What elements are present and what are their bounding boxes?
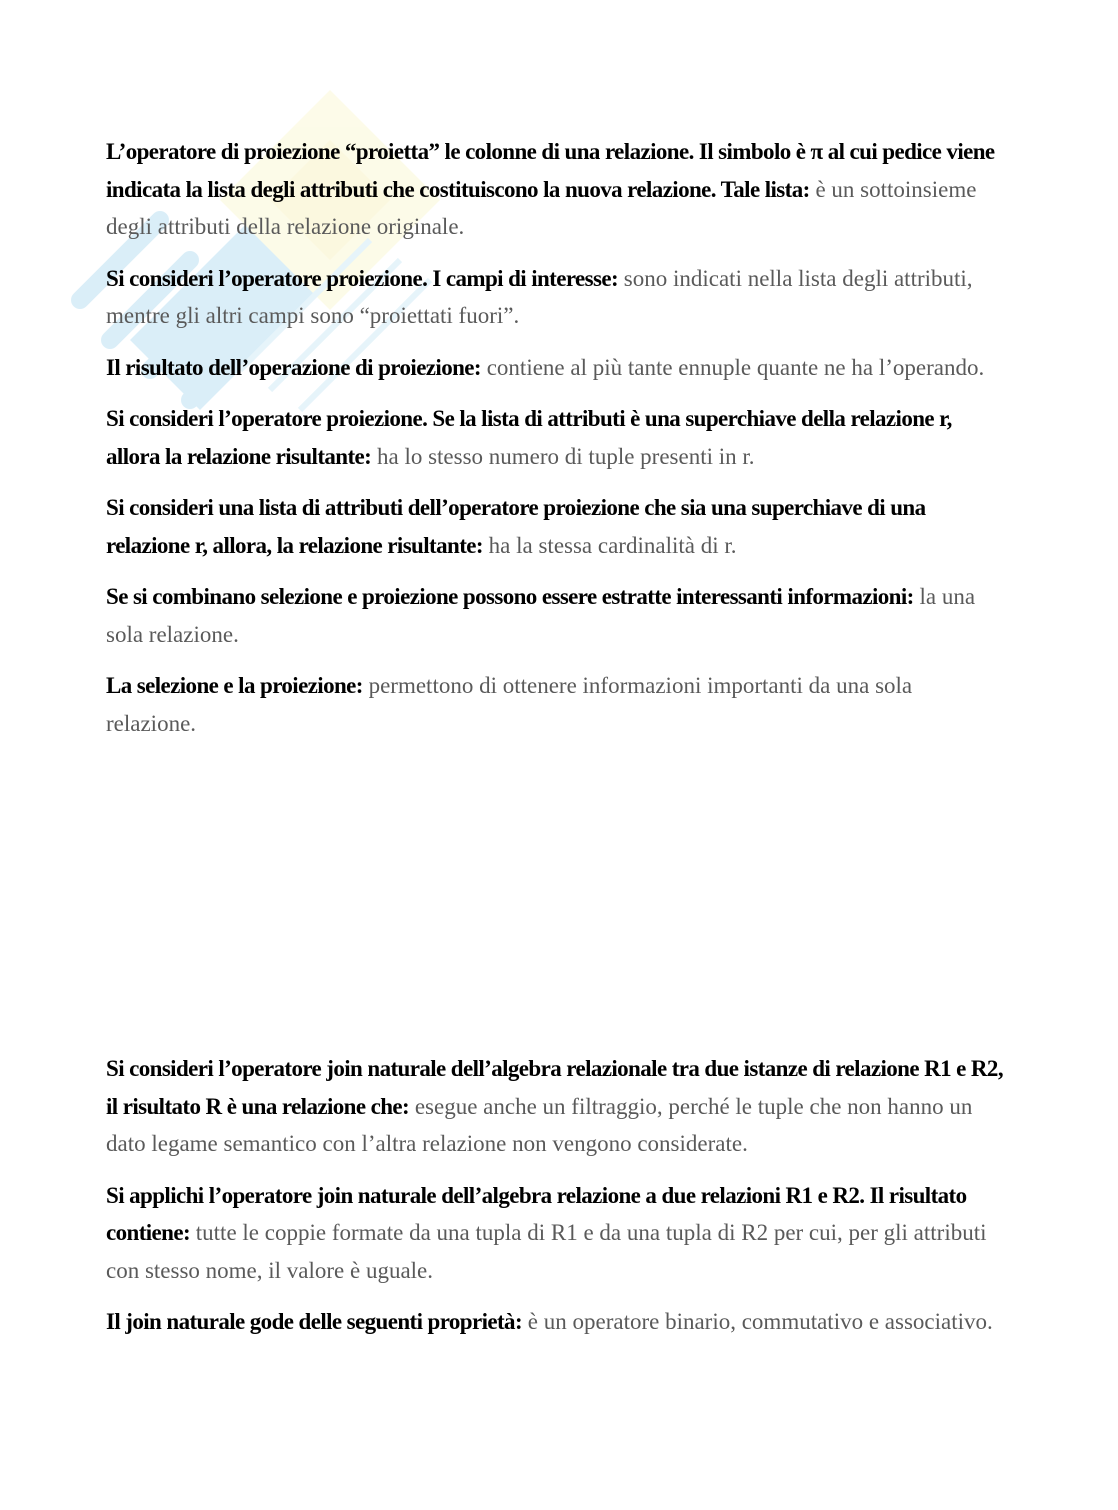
answer-text: tutte le coppie formate da una tupla di R1 e da una tupla di R2 per cui, per gli attributi con stesso nome, il valore è uguale. [106, 1220, 987, 1283]
question-text: Il risultato dell’operazione di proiezione: [106, 354, 481, 380]
question-text: Si consideri l’operatore join naturale dell’algebra relazionale tra due istanze di relazione R1 e R2, il risultato R è una relazione che: [106, 1056, 1003, 1119]
question-text: Si consideri una lista di attributi dell’operatore proiezione che sia una superchiave di una relazione r, allora, la relazione risultante: [106, 495, 926, 558]
qa-item [106, 349, 1006, 387]
answer-text: ha lo stesso numero di tuple presenti in r. [376, 443, 755, 469]
qa-item [106, 578, 1006, 653]
answer-text: sono indicati nella lista degli attributi, mentre gli altri campi sono “proiettati fuori”. [106, 265, 973, 328]
question-text: Si consideri l’operatore proiezione. Se la lista di attributi è una superchiave della relazione r, allora la relazione risultante: [106, 406, 952, 469]
question-text: Si applichi l’operatore join naturale dell’algebra relazione a due relazioni R1 e R2. Il risultato contiene: [106, 1182, 967, 1245]
answer-text: è un sottoinsieme degli attributi della relazione originale. [106, 176, 977, 239]
qa-item [106, 489, 1006, 564]
section-natural-join [106, 1050, 1006, 1355]
answer-text: esegue anche un filtraggio, perché le tuple che non hanno un dato legame semantico con l’altra relazione non vengono considerate. [106, 1093, 973, 1156]
answer-text: è un operatore binario, commutativo e associativo. [527, 1309, 993, 1334]
question-text: La selezione e la proiezione: [106, 673, 363, 698]
question-text: Il join naturale gode delle seguenti proprietà: [106, 1309, 523, 1334]
answer-text: contiene al più tante ennuple quante ne ha l’operando. [486, 354, 985, 380]
question-text: Se si combinano selezione e proiezione possono essere estratte interessanti informazioni: [106, 584, 914, 609]
answer-text: permettono di ottenere informazioni importanti da una sola relazione. [106, 673, 913, 736]
answer-text: ha la stessa cardinalità di r. [488, 532, 737, 558]
qa-item [106, 1177, 1006, 1290]
qa-item [106, 1303, 1006, 1341]
qa-item [106, 133, 1006, 246]
qa-item [106, 400, 1006, 475]
qa-item [106, 1050, 1006, 1163]
question-text: Si consideri l’operatore proiezione. I campi di interesse: [106, 265, 619, 291]
qa-item [106, 667, 1006, 742]
section-projection [106, 133, 1006, 756]
qa-item [106, 260, 1006, 335]
question-text: L’operatore di proiezione “proietta” le colonne di una relazione. Il simbolo è π al cui pedice viene indicata la lista degli attributi che costituiscono la nuova relazione. Tale lista: [106, 139, 995, 202]
answer-text: la una sola relazione. [106, 584, 976, 647]
